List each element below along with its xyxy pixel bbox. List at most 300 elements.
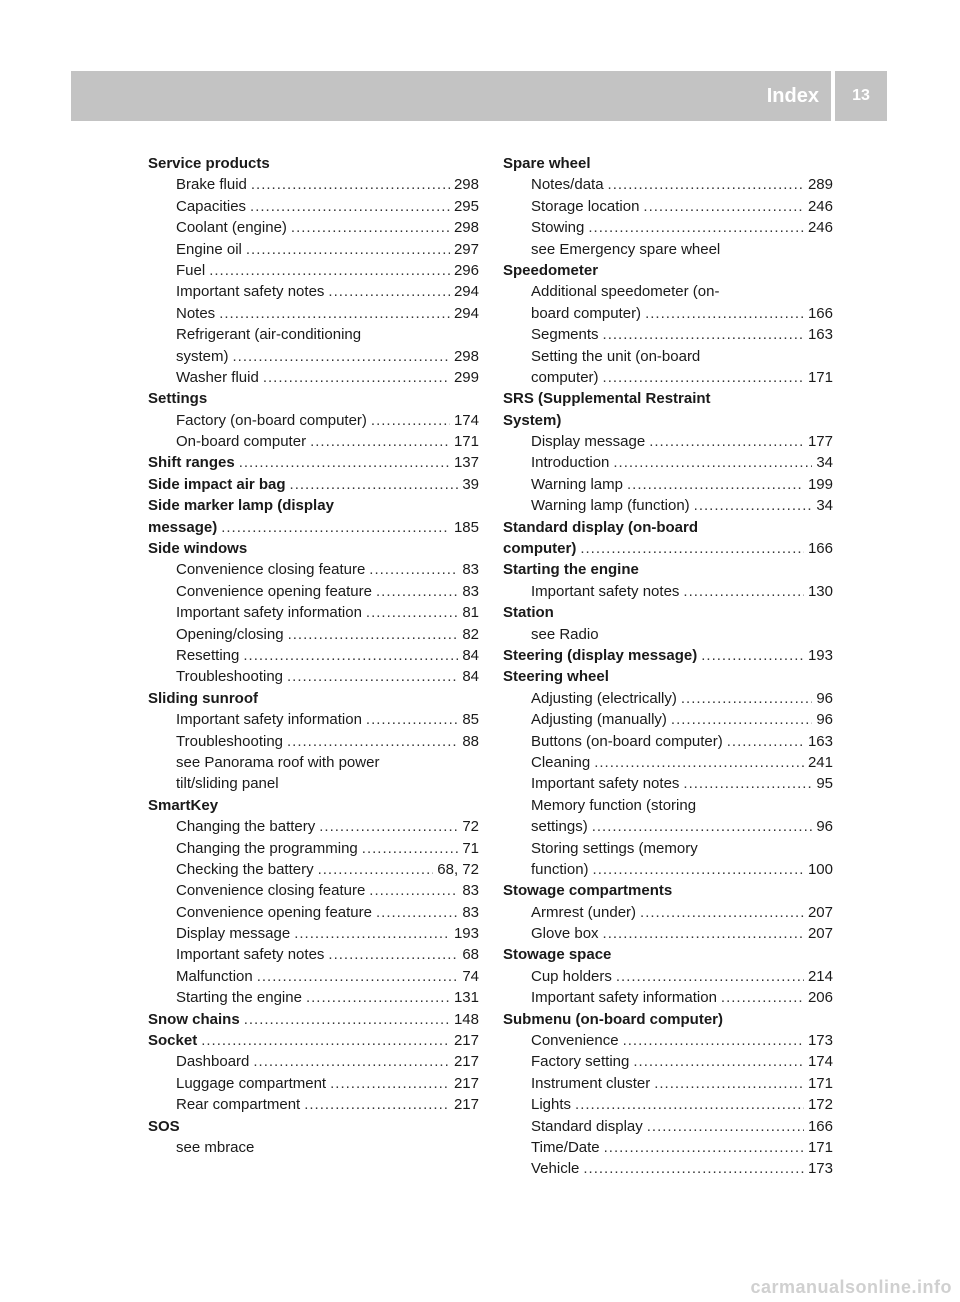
index-subentry	[148, 709, 479, 730]
dot-leader	[369, 559, 458, 580]
entry-text: Storage location	[531, 197, 640, 215]
dot-leader	[683, 773, 812, 794]
entry-text: Armrest (under)	[531, 903, 637, 921]
dot-leader	[319, 816, 458, 837]
entry-text: Instrument cluster	[531, 1074, 651, 1092]
page-reference: 172	[807, 1096, 833, 1114]
index-column-right	[503, 153, 833, 1180]
page-reference: 298	[453, 219, 479, 237]
dot-leader	[649, 431, 804, 452]
entry-text: see Radio	[531, 625, 599, 643]
page-reference: 246	[807, 197, 833, 215]
dot-leader	[310, 431, 450, 452]
index-entry-heading	[503, 559, 833, 580]
index-subentry	[148, 410, 479, 431]
entry-text: computer)	[531, 368, 599, 386]
page-reference: 71	[462, 839, 479, 857]
dot-leader	[701, 645, 804, 666]
dot-leader	[328, 944, 458, 965]
index-subentry	[148, 838, 479, 859]
index-entry-heading	[503, 880, 833, 901]
entry-text: Troubleshooting	[176, 668, 284, 686]
entry-text: Warning lamp	[531, 475, 623, 493]
dot-leader	[219, 303, 450, 324]
index-subentry	[503, 303, 833, 324]
entry-text: Setting the unit (on-board	[531, 347, 701, 365]
dot-leader	[318, 859, 434, 880]
entry-text: Segments	[531, 326, 599, 344]
page-reference: 173	[807, 1032, 833, 1050]
dot-leader	[640, 902, 804, 923]
dot-leader	[588, 217, 804, 238]
index-entry-heading	[503, 538, 833, 559]
entry-text: see mbrace	[176, 1138, 255, 1156]
page-reference: 166	[807, 1117, 833, 1135]
page-reference: 96	[816, 711, 833, 729]
entry-text: Malfunction	[176, 967, 253, 985]
entry-text: board computer)	[531, 304, 642, 322]
entry-text: Resetting	[176, 646, 240, 664]
entry-text: Display message	[176, 925, 291, 943]
watermark: carmanualsonline.info	[750, 1277, 952, 1297]
dot-leader	[593, 859, 804, 880]
dot-leader	[580, 538, 804, 559]
entry-text: Notes	[176, 304, 216, 322]
entry-text: Standard display (on-board	[503, 518, 699, 536]
entry-text: Spare wheel	[503, 155, 591, 172]
index-subentry	[503, 1051, 833, 1072]
page-reference: 207	[807, 903, 833, 921]
entry-text: Fuel	[176, 261, 206, 279]
index-entry-heading	[148, 795, 479, 816]
entry-text: Important safety notes	[531, 582, 680, 600]
page-reference: 88	[462, 732, 479, 750]
index-entry-heading	[503, 410, 833, 431]
entry-text: Standard display	[531, 1117, 643, 1135]
dot-leader	[694, 495, 813, 516]
entry-text: Changing the programming	[176, 839, 358, 857]
page-reference: 294	[453, 304, 479, 322]
entry-text: Adjusting (electrically)	[531, 689, 677, 707]
dot-leader	[239, 452, 450, 473]
dot-leader	[623, 1030, 804, 1051]
index-subentry	[503, 859, 833, 880]
page-reference: 83	[462, 561, 479, 579]
entry-text: Troubleshooting	[176, 732, 284, 750]
page-reference: 84	[462, 646, 479, 664]
entry-text: Settings	[148, 390, 208, 408]
entry-text: Washer fluid	[176, 368, 259, 386]
header-bar	[71, 71, 831, 121]
index-entry-heading	[148, 452, 479, 473]
index-subentry	[503, 838, 833, 859]
entry-text: Engine oil	[176, 240, 242, 258]
dot-leader	[306, 987, 450, 1008]
index-entry-heading	[503, 1009, 833, 1030]
index-entry-heading	[503, 260, 833, 281]
page-number: 13	[852, 87, 870, 104]
page-reference: 163	[807, 732, 833, 750]
index-subentry	[148, 773, 479, 794]
index-subentry	[503, 324, 833, 345]
page-reference: 34	[816, 497, 833, 515]
entry-text: SRS (Supplemental Restraint	[503, 390, 711, 408]
entry-text: Brake fluid	[176, 176, 247, 194]
index-entry-heading	[503, 517, 833, 538]
entry-text: System)	[503, 411, 562, 429]
page-reference: 173	[807, 1160, 833, 1178]
index-subentry	[148, 239, 479, 260]
page-reference: 34	[816, 454, 833, 472]
page-reference: 166	[807, 540, 833, 558]
page-reference: 297	[453, 240, 479, 258]
dot-leader	[243, 645, 458, 666]
index-subentry	[148, 367, 479, 388]
index-subentry	[503, 581, 833, 602]
dot-leader	[246, 239, 450, 260]
page-reference: 199	[807, 475, 833, 493]
page-reference: 68	[462, 946, 479, 964]
index-subentry	[148, 880, 479, 901]
index-subentry	[503, 346, 833, 367]
index-subentry	[148, 645, 479, 666]
index-subentry	[148, 731, 479, 752]
entry-text: Vehicle	[531, 1160, 580, 1178]
dot-leader	[592, 816, 813, 837]
dot-leader	[376, 581, 458, 602]
dot-leader	[330, 1073, 450, 1094]
entry-text: Side marker lamp (display	[148, 497, 334, 515]
entry-text: Storing settings (memory	[531, 839, 698, 857]
dot-leader	[263, 367, 450, 388]
page-reference: 74	[462, 967, 479, 985]
index-subentry	[503, 1094, 833, 1115]
index-entry-heading	[503, 602, 833, 623]
dot-leader	[366, 709, 458, 730]
page-reference: 83	[462, 903, 479, 921]
entry-text: see Emergency spare wheel	[531, 240, 721, 258]
entry-text: Convenience opening feature	[176, 582, 372, 600]
page-reference: 137	[453, 454, 479, 472]
entry-text: Warning lamp (function)	[531, 497, 690, 515]
index-entry-heading	[148, 1009, 479, 1030]
index-subentry	[148, 666, 479, 687]
page-reference: 171	[453, 433, 479, 451]
entry-text: Stowing	[531, 219, 585, 237]
entry-text: Snow chains	[148, 1010, 240, 1028]
page-reference: 84	[462, 668, 479, 686]
index-subentry	[503, 1030, 833, 1051]
dot-leader	[671, 709, 812, 730]
page-reference: 177	[807, 433, 833, 451]
index-subentry	[503, 773, 833, 794]
page-reference: 207	[807, 925, 833, 943]
page-reference: 130	[807, 582, 833, 600]
page-reference: 82	[462, 625, 479, 643]
page-reference: 131	[453, 989, 479, 1007]
dot-leader	[291, 217, 450, 238]
page-reference: 171	[807, 368, 833, 386]
dot-leader	[233, 346, 450, 367]
entry-text: system)	[176, 347, 229, 365]
dot-leader	[209, 260, 450, 281]
index-subentry	[503, 688, 833, 709]
dot-leader	[221, 517, 450, 538]
entry-text: Starting the engine	[176, 989, 302, 1007]
index-entry-heading	[148, 474, 479, 495]
page-reference: 83	[462, 582, 479, 600]
index-subentry	[503, 452, 833, 473]
entry-text: Factory setting	[531, 1053, 630, 1071]
index-subentry	[503, 795, 833, 816]
index-entry-heading	[148, 1116, 479, 1137]
entry-text: Speedometer	[503, 261, 599, 279]
entry-text: Service products	[148, 155, 270, 172]
index-subentry	[503, 966, 833, 987]
index-subentry	[503, 174, 833, 195]
index-subentry	[148, 1094, 479, 1115]
index-subentry	[503, 624, 833, 645]
page-reference: 96	[816, 818, 833, 836]
dot-leader	[371, 410, 450, 431]
entry-text: Rear compartment	[176, 1096, 301, 1114]
entry-text: Steering wheel	[503, 668, 609, 686]
entry-text: Stowage space	[503, 946, 612, 964]
entry-text: Convenience closing feature	[176, 561, 366, 579]
entry-text: Important safety information	[176, 604, 362, 622]
index-subentry	[148, 346, 479, 367]
dot-leader	[287, 731, 458, 752]
entry-text: Coolant (engine)	[176, 219, 287, 237]
index-subentry	[148, 260, 479, 281]
index-entry-heading	[503, 666, 833, 687]
dot-leader	[633, 1051, 804, 1072]
index-subentry	[148, 196, 479, 217]
entry-text: Buttons (on-board computer)	[531, 732, 723, 750]
index-entry-heading	[148, 388, 479, 409]
page-reference: 299	[453, 368, 479, 386]
index-subentry	[148, 816, 479, 837]
index-subentry	[503, 816, 833, 837]
index-subentry	[148, 944, 479, 965]
dot-leader	[643, 196, 804, 217]
index-subentry	[503, 752, 833, 773]
entry-text: Changing the battery	[176, 818, 316, 836]
entry-text: Notes/data	[531, 176, 604, 194]
entry-text: Luggage compartment	[176, 1074, 327, 1092]
section-title: Index	[766, 85, 819, 107]
dot-leader	[244, 1009, 450, 1030]
index-subentry	[148, 281, 479, 302]
entry-text: Additional speedometer (on-	[531, 283, 720, 301]
entry-text: Socket	[148, 1032, 198, 1050]
index-subentry	[503, 239, 833, 260]
entry-text: Checking the battery	[176, 860, 314, 878]
page-reference: 294	[453, 283, 479, 301]
dot-leader	[603, 923, 804, 944]
page-reference: 185	[453, 518, 479, 536]
index-subentry	[148, 987, 479, 1008]
entry-text: SmartKey	[148, 796, 219, 814]
entry-text: tilt/sliding panel	[176, 775, 279, 793]
page-reference: 193	[453, 925, 479, 943]
page-reference: 298	[453, 176, 479, 194]
dot-leader	[594, 752, 804, 773]
index-subentry	[503, 987, 833, 1008]
index-entry-heading	[503, 153, 833, 174]
page-reference: 206	[807, 989, 833, 1007]
page-reference: 171	[807, 1074, 833, 1092]
entry-text: Station	[503, 604, 554, 622]
entry-text: Side impact air bag	[148, 475, 286, 493]
dot-leader	[645, 303, 804, 324]
index-subentry	[148, 602, 479, 623]
index-subentry	[503, 196, 833, 217]
entry-text: Lights	[531, 1096, 572, 1114]
page-reference: 174	[807, 1053, 833, 1071]
entry-text: Dashboard	[176, 1053, 250, 1071]
entry-text: Important safety notes	[531, 775, 680, 793]
index-subentry	[148, 1137, 479, 1158]
dot-leader	[290, 474, 459, 495]
index-entry-heading	[503, 645, 833, 666]
entry-text: Introduction	[531, 454, 610, 472]
entry-text: Capacities	[176, 197, 247, 215]
entry-text: Adjusting (manually)	[531, 711, 667, 729]
dot-leader	[575, 1094, 804, 1115]
dot-leader	[613, 452, 812, 473]
entry-text: Display message	[531, 433, 646, 451]
index-subentry	[503, 902, 833, 923]
dot-leader	[287, 666, 458, 687]
dot-leader	[627, 474, 804, 495]
entry-text: Shift ranges	[148, 454, 235, 472]
entry-text: Cleaning	[531, 753, 591, 771]
index-subentry	[503, 281, 833, 302]
entry-text: message)	[148, 518, 218, 536]
index-subentry	[148, 624, 479, 645]
index-subentry	[148, 303, 479, 324]
index-subentry	[503, 431, 833, 452]
dot-leader	[328, 281, 450, 302]
dot-leader	[366, 602, 458, 623]
entry-text: function)	[531, 860, 589, 878]
index-subentry	[503, 495, 833, 516]
index-entry-heading	[148, 495, 479, 516]
entry-text: Convenience closing feature	[176, 882, 366, 900]
dot-leader	[683, 581, 804, 602]
index-subentry	[503, 731, 833, 752]
index-subentry	[148, 217, 479, 238]
dot-leader	[369, 880, 458, 901]
page-reference: 246	[807, 219, 833, 237]
dot-leader	[201, 1030, 450, 1051]
page-reference: 193	[807, 646, 833, 664]
dot-leader	[583, 1158, 804, 1179]
entry-text: Important safety notes	[176, 946, 325, 964]
dot-leader	[616, 966, 804, 987]
index-subentry	[503, 1137, 833, 1158]
dot-leader	[603, 324, 804, 345]
page-reference: 85	[462, 711, 479, 729]
dot-leader	[727, 731, 804, 752]
entry-text: Important safety information	[531, 989, 717, 1007]
entry-text: settings)	[531, 818, 588, 836]
dot-leader	[257, 966, 459, 987]
index-subentry	[148, 174, 479, 195]
entry-text: Sliding sunroof	[148, 689, 258, 707]
index-subentry	[503, 923, 833, 944]
page-reference: 217	[453, 1074, 479, 1092]
index-subentry	[148, 1073, 479, 1094]
entry-text: see Panorama roof with power	[176, 753, 380, 771]
index-subentry	[503, 1158, 833, 1179]
dot-leader	[250, 196, 450, 217]
page-reference: 81	[462, 604, 479, 622]
index-subentry	[148, 559, 479, 580]
dot-leader	[304, 1094, 450, 1115]
index-subentry	[148, 431, 479, 452]
entry-text: Opening/closing	[176, 625, 284, 643]
index-subentry	[148, 581, 479, 602]
page-reference: 96	[816, 689, 833, 707]
page-reference: 217	[453, 1032, 479, 1050]
dot-leader	[654, 1073, 804, 1094]
page-number-box	[835, 71, 887, 121]
index-subentry	[148, 752, 479, 773]
index-entry-heading	[148, 1030, 479, 1051]
dot-leader	[603, 367, 804, 388]
entry-text: Stowage compartments	[503, 882, 673, 900]
entry-text: Refrigerant (air-conditioning	[176, 326, 362, 344]
index-entry-heading	[148, 153, 479, 174]
dot-leader	[604, 1137, 804, 1158]
entry-text: On-board computer	[176, 433, 307, 451]
index-subentry	[503, 1073, 833, 1094]
page-reference: 171	[807, 1138, 833, 1156]
index-subentry	[503, 367, 833, 388]
dot-leader	[294, 923, 450, 944]
index-subentry	[503, 709, 833, 730]
entry-text: Steering (display message)	[503, 646, 698, 664]
page-reference: 39	[462, 475, 479, 493]
dot-leader	[376, 902, 458, 923]
entry-text: Important safety information	[176, 711, 362, 729]
index-subentry	[503, 1116, 833, 1137]
index-entry-heading	[148, 688, 479, 709]
entry-text: Starting the engine	[503, 561, 639, 579]
page-reference: 298	[453, 347, 479, 365]
index-subentry	[503, 217, 833, 238]
page-reference: 174	[453, 411, 479, 429]
index-entry-heading	[503, 944, 833, 965]
page-reference: 148	[453, 1010, 479, 1028]
index-entry-heading	[148, 517, 479, 538]
page-reference: 163	[807, 326, 833, 344]
page-reference: 83	[462, 882, 479, 900]
page-reference: 217	[453, 1096, 479, 1114]
dot-leader	[681, 688, 812, 709]
page-reference: 100	[807, 860, 833, 878]
entry-text: Important safety notes	[176, 283, 325, 301]
index-subentry	[148, 923, 479, 944]
entry-text: Convenience	[531, 1032, 619, 1050]
index-subentry	[148, 1051, 479, 1072]
page-reference: 295	[453, 197, 479, 215]
page-reference: 289	[807, 176, 833, 194]
index-entry-heading	[148, 538, 479, 559]
entry-text: Submenu (on-board computer)	[503, 1010, 723, 1028]
